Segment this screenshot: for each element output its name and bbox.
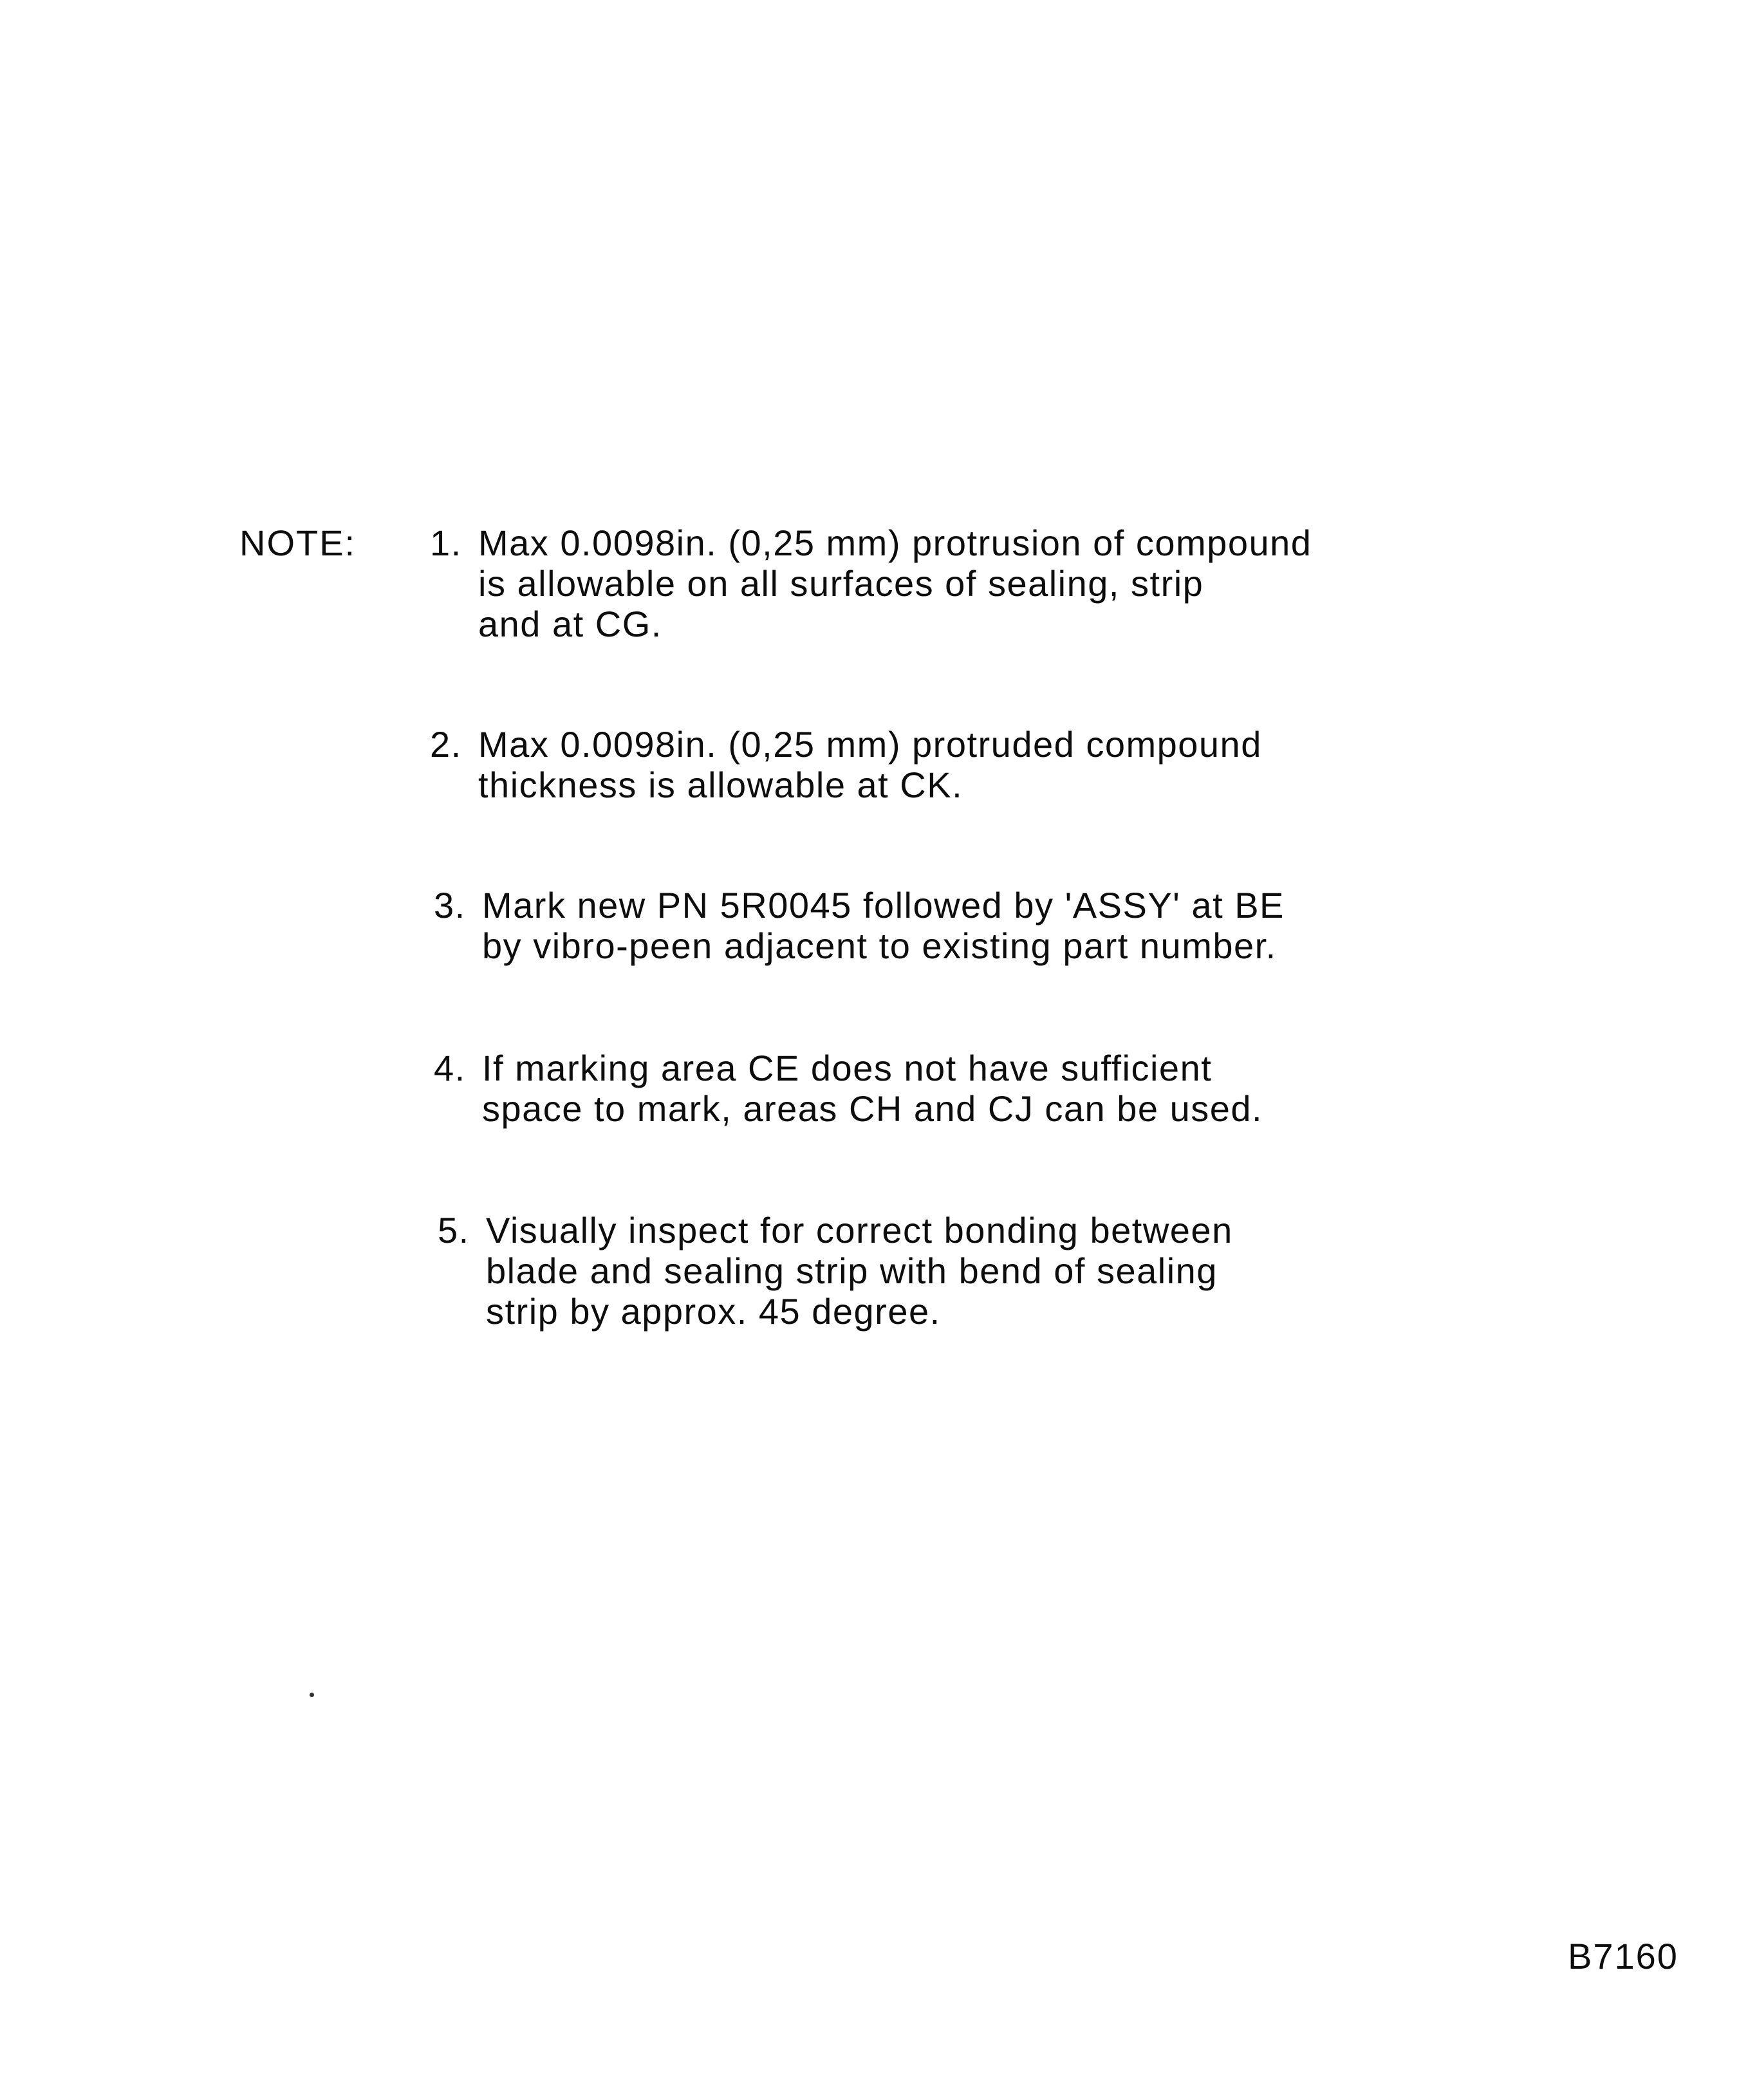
note-text-line: and at CG. [478, 604, 662, 644]
scan-speck [310, 1693, 314, 1697]
note-text-line: thickness is allowable at CK. [478, 765, 963, 805]
note-text-line: space to mark, areas CH and CJ can be used. [482, 1088, 1263, 1129]
note-number: 2. [430, 724, 462, 765]
note-item-4 [434, 1048, 1263, 1129]
note-number: 3. [434, 885, 466, 925]
note-text-line: If marking area CE does not have sufficient [482, 1048, 1213, 1088]
note-label: NOTE: [239, 523, 357, 563]
note-text-line: Max 0.0098in. (0,25 mm) protrusion of compound [478, 523, 1312, 563]
note-text-line: Max 0.0098in. (0,25 mm) protruded compound [478, 724, 1262, 765]
note-item-2 [430, 724, 1262, 805]
note-text-line: blade and sealing strip with bend of sealing [486, 1250, 1218, 1291]
note-number: 5. [438, 1210, 470, 1250]
note-item-1 [430, 523, 1312, 644]
document-code: B7160 [1568, 1936, 1678, 1976]
note-text-line: Visually inspect for correct bonding between [486, 1210, 1233, 1250]
note-text-line: by vibro-peen adjacent to existing part number. [482, 925, 1277, 966]
note-text-line: is allowable on all surfaces of sealing, strip [478, 563, 1204, 604]
note-text-line: strip by approx. 45 degree. [486, 1291, 941, 1332]
note-text-line: Mark new PN 5R0045 followed by 'ASSY' at BE [482, 885, 1285, 925]
note-number: 4. [434, 1048, 466, 1088]
note-number: 1. [430, 523, 462, 563]
note-item-5 [438, 1210, 1233, 1332]
note-item-3 [434, 885, 1285, 966]
